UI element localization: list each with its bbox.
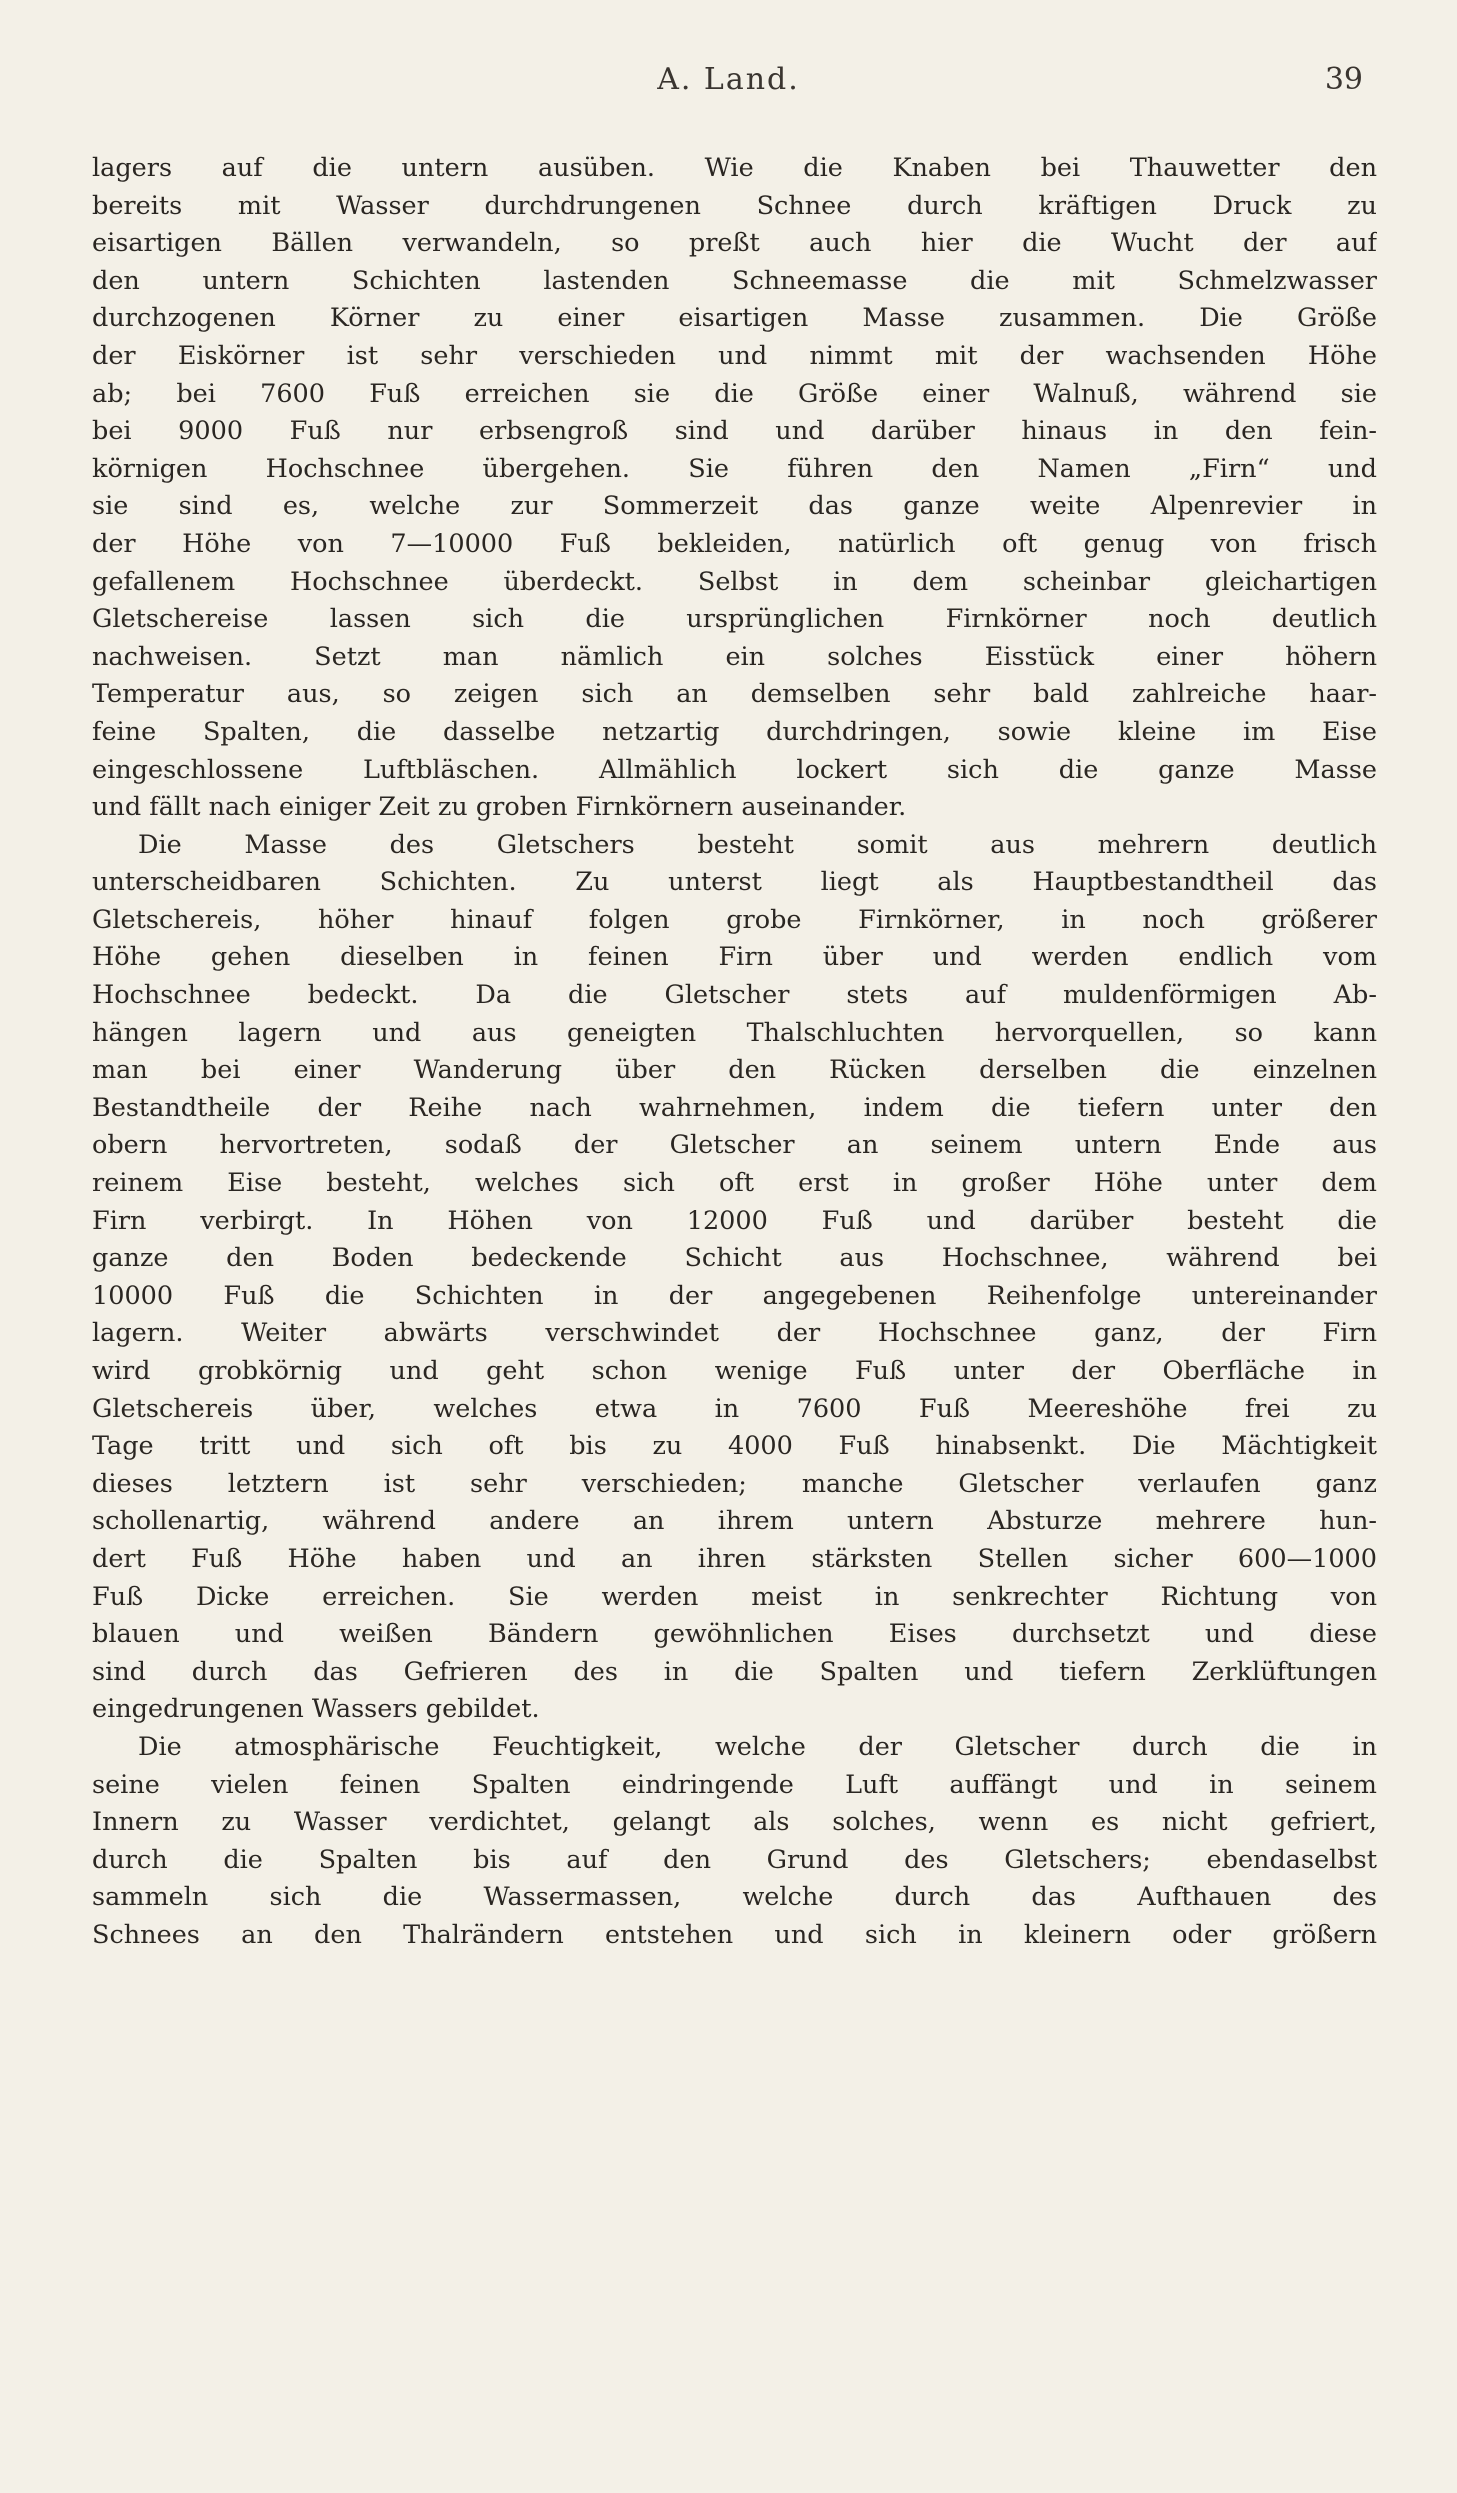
text-line: ab; bei 7600 Fuß erreichen sie die Größe einer Walnuß, während sie [92,378,1377,409]
text-line: dert Fuß Höhe haben und an ihren stärksten Stellen sicher 600—1000 [92,1543,1377,1574]
text-line: lagern. Weiter abwärts verschwindet der Hochschnee ganz, der Firn [92,1318,1377,1349]
text-line: schollenartig, während andere an ihrem untern Absturze mehrere hun- [92,1506,1377,1537]
text-line: 10000 Fuß die Schichten in der angegebenen Reihenfolge untereinander [92,1280,1377,1311]
page-number: 39 [1324,62,1363,97]
text-line: Bestandtheile der Reihe nach wahrnehmen, indem die tiefern unter den [92,1092,1377,1123]
text-line: der Eiskörner ist sehr verschieden und nimmt mit der wachsenden Höhe [92,340,1377,371]
text-line: bereits mit Wasser durchdrungenen Schnee durch kräftigen Druck zu [92,190,1377,221]
text-line: körnigen Hochschnee übergehen. Sie führen den Namen „Firn“ und [92,453,1377,484]
running-title: A. Land. [657,62,800,97]
text-line: Hochschnee bedeckt. Da die Gletscher stets auf muldenförmigen Ab- [92,980,1377,1011]
text-line: eingeschlossene Luftbläschen. Allmählich lockert sich die ganze Masse [92,754,1377,785]
paragraph-2 [92,827,1377,1729]
text-line: wird grobkörnig und geht schon wenige Fuß unter der Oberfläche in [92,1356,1377,1386]
text-line: durchzogenen Körner zu einer eisartigen Masse zusammen. Die Größe [92,303,1377,334]
text-line: Gletschereise lassen sich die ursprünglichen Firnkörner noch deutlich [92,604,1377,635]
text-line: lagers auf die untern ausüben. Wie die Knaben bei Thauwetter den [92,153,1377,183]
text-line: Tage tritt und sich oft bis zu 4000 Fuß hinabsenkt. Die Mächtigkeit [92,1431,1377,1462]
text-line: hängen lagern und aus geneigten Thalschluchten hervorquellen, so kann [92,1017,1377,1048]
text-line: unterscheidbaren Schichten. Zu unterst liegt als Hauptbestandtheil das [92,867,1377,898]
text-line: Gletschereis, höher hinauf folgen grobe Firnkörner, in noch größerer [92,904,1377,935]
text-line: und fällt nach einiger Zeit zu groben Firnkörnern auseinander. [92,792,907,823]
text-line: seine vielen feinen Spalten eindringende Luft auffängt und in seinem [92,1769,1377,1800]
text-line: sind durch das Gefrieren des in die Spalten und tiefern Zerklüftungen [92,1656,1377,1687]
text-line: den untern Schichten lastenden Schneemasse die mit Schmelzwasser [92,265,1377,296]
text-line: Die atmosphärische Feuchtigkeit, welche der Gletscher durch die in [138,1731,1377,1762]
text-line: Die Masse des Gletschers besteht somit aus mehrern deutlich [138,829,1377,860]
text-line: ganze den Boden bedeckende Schicht aus Hochschnee, während bei [92,1243,1377,1274]
text-line: gefallenem Hochschnee überdeckt. Selbst in dem scheinbar gleichartigen [92,566,1377,597]
running-head [0,62,1457,108]
text-line: Gletschereis über, welches etwa in 7600 Fuß Meereshöhe frei zu [92,1393,1377,1424]
paragraph-1 [92,150,1377,827]
text-line: Schnees an den Thalrändern entstehen und sich in kleinern oder größern [92,1919,1377,1950]
text-line: dieses letztern ist sehr verschieden; manche Gletscher verlaufen ganz [92,1468,1377,1499]
text-line: eingedrungenen Wassers gebildet. [92,1694,540,1725]
text-line: eisartigen Bällen verwandeln, so preßt auch hier die Wucht der auf [92,228,1377,259]
text-line: feine Spalten, die dasselbe netzartig durchdringen, sowie kleine im Eise [92,716,1377,747]
text-line: obern hervortreten, sodaß der Gletscher an seinem untern Ende aus [92,1130,1377,1161]
text-line: nachweisen. Setzt man nämlich ein solches Eisstück einer höhern [92,641,1377,672]
text-line: man bei einer Wanderung über den Rücken derselben die einzelnen [92,1055,1377,1086]
text-line: Firn verbirgt. In Höhen von 12000 Fuß und darüber besteht die [92,1205,1377,1236]
text-line: der Höhe von 7—10000 Fuß bekleiden, natürlich oft genug von frisch [92,528,1377,559]
text-line: sammeln sich die Wassermassen, welche durch das Aufthauen des [92,1882,1377,1913]
text-line: sie sind es, welche zur Sommerzeit das ganze weite Alpenrevier in [92,491,1377,522]
text-line: bei 9000 Fuß nur erbsengroß sind und darüber hinaus in den fein- [92,416,1377,447]
text-line: Innern zu Wasser verdichtet, gelangt als solches, wenn es nicht gefriert, [92,1807,1377,1838]
text-line: blauen und weißen Bändern gewöhnlichen Eises durchsetzt und diese [92,1619,1377,1650]
body-text [92,150,1377,1955]
text-line: Fuß Dicke erreichen. Sie werden meist in senkrechter Richtung von [92,1581,1377,1612]
text-line: durch die Spalten bis auf den Grund des Gletschers; ebendaselbst [92,1844,1377,1875]
text-line: Höhe gehen dieselben in feinen Firn über und werden endlich vom [92,942,1377,973]
text-line: reinem Eise besteht, welches sich oft erst in großer Höhe unter dem [92,1168,1377,1199]
paragraph-3 [92,1729,1377,1955]
text-line: Temperatur aus, so zeigen sich an demselben sehr bald zahlreiche haar- [92,679,1377,710]
